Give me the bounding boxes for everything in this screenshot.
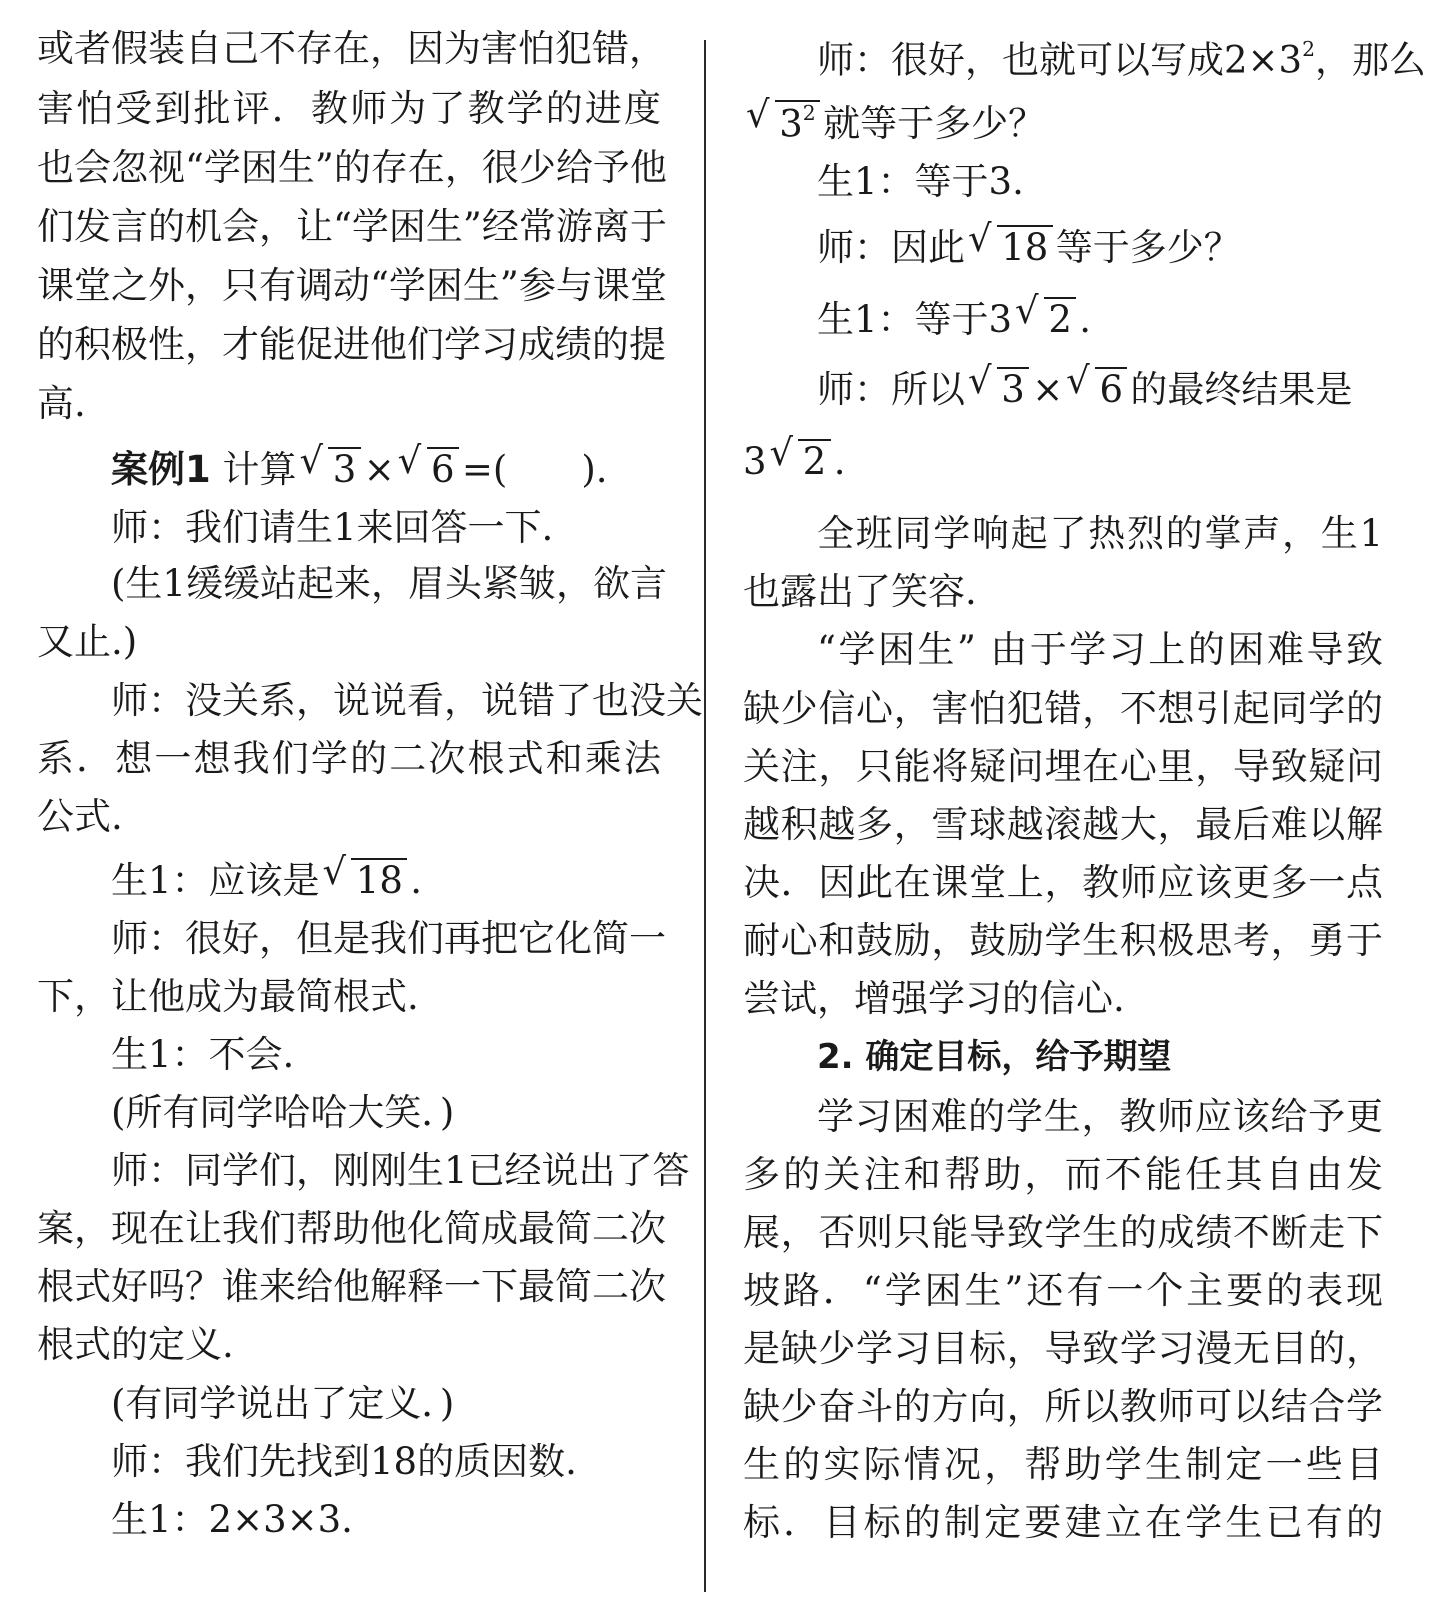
text-line: 耐心和鼓励，鼓励学生积极思考，勇于: [743, 919, 1383, 962]
dialog-line: 师：没关系，说说看，说错了也没关: [111, 679, 703, 722]
dialog-line: 生1：等于3 √ 2 .: [817, 290, 1383, 350]
radical-sign: √: [967, 358, 992, 402]
column-divider: [704, 40, 706, 1592]
dialog-line: 3 √ 2 .: [743, 432, 1383, 492]
text-line: 也露出了笑容.: [743, 570, 977, 613]
text-line: 害怕受到批评．教师为了教学的进度: [37, 87, 661, 130]
text-line: 越积越多，雪球越滚越大，最后难以解: [743, 803, 1383, 846]
section-heading: 2. 确定目标，给予期望: [817, 1037, 1172, 1077]
text-line: 关注，只能将疑问埋在心里，导致疑问: [743, 745, 1383, 788]
text-line: 学习困难的学生，教师应该给予更: [817, 1095, 1383, 1138]
dialog-line: (生1缓缓站起来，眉头紧皱，欲言: [111, 562, 667, 605]
case-text: 计算: [222, 448, 297, 491]
radical-18: √ 18: [323, 851, 408, 911]
radical-3: √ 3: [299, 440, 360, 500]
text-line: 或者假装自己不存在，因为害怕犯错，: [37, 27, 666, 70]
dialog-line: 师：我们请生1来回答一下.: [111, 506, 554, 549]
case-label: 案例1: [111, 448, 211, 491]
radical-2: √ 2: [770, 432, 831, 492]
text-line: 的积极性，才能促进他们学习成绩的提: [37, 323, 666, 366]
dialog-line: 生1：应该是 √ 18 .: [111, 851, 661, 911]
text-line: 也会忽视“学困生”的存在，很少给予他: [37, 146, 667, 189]
dialog-line: 根式的定义.: [37, 1323, 234, 1366]
text-line: 生的实际情况，帮助学生制定一些目: [743, 1443, 1383, 1486]
text-line: 缺少奋斗的方向，所以教师可以结合学: [743, 1385, 1383, 1428]
text-line: 们发言的机会，让“学困生”经常游离于: [37, 205, 667, 248]
dialog-line: 又止.): [37, 620, 138, 663]
case-text: =( ).: [461, 448, 608, 491]
dialog-line: 下，让他成为最简根式.: [37, 975, 419, 1018]
text-line: 课堂之外，只有调动“学困生”参与课堂: [37, 264, 667, 307]
radical-2: √ 2: [1015, 290, 1076, 350]
dialog-line: 师：很好，也就可以写成$2\times 3^2$，那么: [817, 37, 1427, 82]
radical-sign: √: [1015, 288, 1039, 332]
radical-sign: √: [769, 430, 794, 474]
dialog-line: 公式.: [37, 795, 123, 838]
radical-3: √ 3: [968, 360, 1029, 420]
dialog-line: (所有同学哈哈大笑．): [111, 1091, 455, 1134]
dialog-line: 师：因此 √ 18 等于多少？: [817, 218, 1383, 278]
text-line: 高.: [37, 382, 86, 425]
dialog-line: 师：同学们，刚刚生1已经说出了答: [111, 1149, 690, 1192]
dialog-line: 系．想一想我们学的二次根式和乘法: [37, 737, 661, 780]
radical-sign: √: [397, 438, 422, 482]
radical-sign: √: [745, 92, 770, 136]
text-line: 展，否则只能导致学生的成绩不断走下: [743, 1211, 1383, 1254]
dialog-line: 根式好吗？谁来给他解释一下最简二次: [37, 1265, 666, 1308]
radical-sign: √: [299, 438, 324, 482]
dialog-line: 师：我们先找到18的质因数.: [111, 1440, 577, 1483]
times-sign: ×: [363, 448, 395, 491]
dialog-line: (有同学说出了定义．): [111, 1382, 455, 1425]
text-line: 尝试，增强学习的信心.: [743, 977, 1125, 1020]
radical-sign: √: [322, 849, 347, 893]
dialog-line: 生1：不会.: [111, 1033, 295, 1076]
dialog-line: 师：所以 √ 3 × √ 6 的最终结果是: [817, 360, 1383, 420]
radical-18: √ 18: [968, 218, 1053, 278]
dialog-line: √ $3^2$ 就等于多少？: [743, 94, 1383, 154]
dialog-line: 生1：等于3.: [817, 160, 1024, 203]
radical-sign: √: [967, 216, 992, 260]
radical-6: √ 6: [1066, 360, 1127, 420]
dialog-line: 师：很好，但是我们再把它化简一: [111, 917, 666, 960]
text-line: 决．因此在课堂上，教师应该更多一点: [743, 861, 1383, 904]
case-line: [111, 440, 661, 500]
radical-3-squared: √ $3^2$: [746, 94, 820, 154]
text-line: “学困生” 由于学习上的困难导致: [817, 628, 1383, 671]
radical-sign: √: [1066, 358, 1090, 402]
text-line: 是缺少学习目标，导致学习漫无目的，: [743, 1327, 1383, 1370]
text-line: 坡路．“学困生”还有一个主要的表现: [743, 1269, 1383, 1312]
text-line: 缺少信心，害怕犯错，不想引起同学的: [743, 687, 1383, 730]
text-line: 多的关注和帮助，而不能任其自由发: [743, 1153, 1383, 1196]
radical-6: √ 6: [398, 440, 459, 500]
dialog-line: 生1：2×3×3.: [111, 1498, 353, 1541]
dialog-line: 案，现在让我们帮助他化简成最简二次: [37, 1207, 666, 1250]
text-line: 标．目标的制定要建立在学生已有的: [743, 1501, 1383, 1544]
text-line: 全班同学响起了热烈的掌声，生1: [817, 512, 1383, 555]
